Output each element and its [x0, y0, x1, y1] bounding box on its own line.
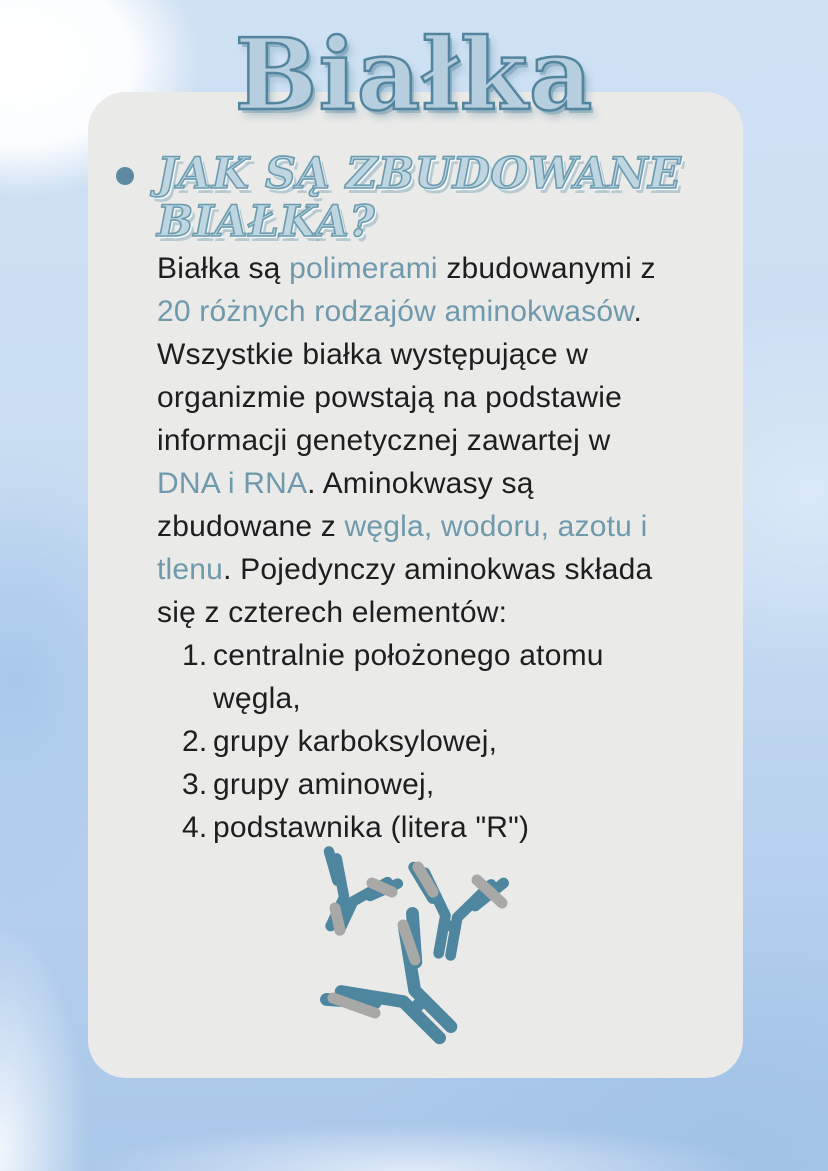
paragraph-line [157, 376, 735, 419]
list-item-line: węgla, [213, 682, 301, 715]
plain-text: Wszystkie białka występujące w [157, 338, 589, 371]
plain-text: się z czterech elementów: [157, 596, 508, 629]
plain-text: . Pojedynczy aminokwas składa [223, 553, 653, 586]
section-heading-row [116, 150, 716, 246]
plain-text: informacji genetycznej zawartej w [157, 424, 611, 457]
list-item-line: grupy aminowej, [213, 768, 435, 801]
accent-text: DNA i RNA [157, 467, 308, 500]
list-item-line: grupy karboksylowej, [213, 725, 498, 758]
plain-text: Białka są [157, 252, 290, 285]
plain-text: organizmie powstają na podstawie [157, 381, 622, 414]
paragraph [157, 247, 735, 634]
paragraph-line [157, 548, 735, 591]
section-heading-line2: BIAŁKA? [157, 197, 376, 247]
list-item [157, 763, 735, 806]
paragraph-line [157, 247, 735, 290]
numbered-list [157, 634, 735, 849]
list-item [157, 720, 735, 763]
paragraph-line [157, 333, 735, 376]
antibody-illustration [313, 843, 523, 1048]
page-title: Białka [234, 18, 594, 133]
paragraph-line [157, 290, 735, 333]
list-item [157, 634, 735, 720]
list-item-line: centralnie położonego atomu [213, 639, 604, 672]
paragraph-line [157, 591, 735, 634]
paragraph-line [157, 505, 735, 548]
section-heading-line1: JAK SĄ ZBUDOWANE [157, 149, 682, 199]
list-item-line: podstawnika (litera "R") [213, 811, 530, 844]
plain-text: zbudowane z [157, 510, 345, 543]
accent-text: węgla, wodoru, azotu i [344, 510, 648, 543]
paragraph-line [157, 462, 735, 505]
plain-text: . Aminokwasy są [307, 467, 534, 500]
plain-text: zbudowanymi z [437, 252, 656, 285]
accent-text: polimerami [289, 252, 438, 285]
antigen-fragment-icon [335, 908, 340, 930]
accent-text: 20 różnych rodzajów aminokwasów [157, 295, 634, 328]
paragraph-line [157, 419, 735, 462]
body-text [157, 247, 735, 849]
accent-text: tlenu [157, 553, 224, 586]
bullet-icon [116, 167, 134, 185]
plain-text: . [633, 295, 642, 328]
section-heading [157, 150, 681, 246]
antibody-icon [313, 851, 398, 944]
